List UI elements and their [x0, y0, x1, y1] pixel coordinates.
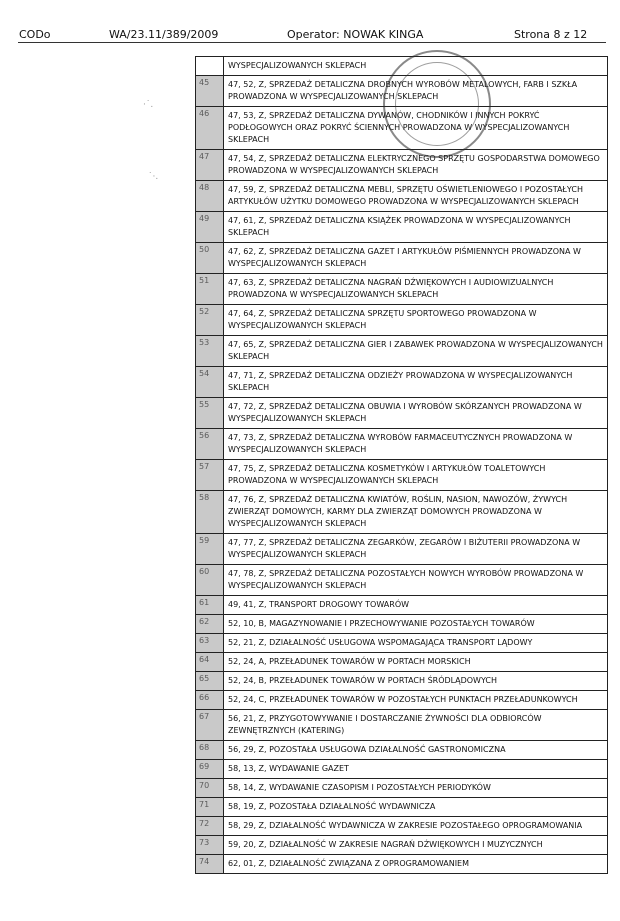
row-number: 55: [196, 398, 224, 428]
activity-description: 47, 65, Z, SPRZEDAŻ DETALICZNA GIER I ZABAWEK PROWADZONA W WYSPECJALIZOWANYCH SKLEPACH: [228, 340, 603, 361]
row-number: 51: [196, 274, 224, 304]
official-seal-stamp: [383, 50, 491, 158]
row-number: [196, 57, 224, 75]
row-number: 72: [196, 817, 224, 835]
operator-label: Operator: NOWAK KINGA: [287, 28, 424, 41]
activity-description: 49, 41, Z, TRANSPORT DROGOWY TOWARÓW: [228, 600, 410, 609]
table-row: [196, 855, 607, 874]
row-number: 70: [196, 779, 224, 797]
activity-description: 47, 59, Z, SPRZEDAŻ DETALICZNA MEBLI, SPRZĘTU OŚWIETLENIOWEGO I POZOSTAŁYCH ARTYKUŁÓW UŻYTKU DOMOWEGO PROWADZONA W WYSPECJALIZOWANYCH SKLEPACH: [228, 185, 583, 206]
activity-description: WYSPECJALIZOWANYCH SKLEPACH: [228, 61, 367, 70]
row-number: 57: [196, 460, 224, 490]
pkd-activity-table: [195, 56, 608, 874]
table-row: [196, 181, 607, 212]
row-number: 68: [196, 741, 224, 759]
activity-description: 47, 53, Z, SPRZEDAŻ DETALICZNA DYWANÓW, CHODNIKÓW I INNYCH POKRYĆ PODŁOGOWYCH ORAZ POKRYĆ ŚCIENNYCH PROWADZONA W WYSPECJALIZOWANYCH SKLEPACH: [228, 111, 570, 144]
activity-description: 56, 21, Z, PRZYGOTOWYWANIE I DOSTARCZANIE ŻYWNOŚCI DLA ODBIORCÓW ZEWNĘTRZNYCH (KATERING): [228, 714, 542, 735]
row-number: 49: [196, 212, 224, 242]
activity-description: 47, 54, Z, SPRZEDAŻ DETALICZNA ELEKTRYCZNEGO SPRZĘTU GOSPODARSTWA DOMOWEGO PROWADZONA W WYSPECJALIZOWANYCH SKLEPACH: [228, 154, 600, 175]
activity-description: 52, 24, C, PRZEŁADUNEK TOWARÓW W POZOSTAŁYCH PUNKTACH PRZEŁADUNKOWYCH: [228, 695, 578, 704]
row-number: 71: [196, 798, 224, 816]
activity-description: 58, 13, Z, WYDAWANIE GAZET: [228, 764, 349, 773]
table-row: [196, 150, 607, 181]
activity-description: 52, 24, B, PRZEŁADUNEK TOWARÓW W PORTACH ŚRÓDLĄDOWYCH: [228, 676, 498, 685]
row-number: 54: [196, 367, 224, 397]
table-row: [196, 760, 607, 779]
row-number: 59: [196, 534, 224, 564]
table-row: [196, 305, 607, 336]
table-row: [196, 596, 607, 615]
table-row: [196, 836, 607, 855]
activity-description: 47, 78, Z, SPRZEDAŻ DETALICZNA POZOSTAŁYCH NOWYCH WYROBÓW PROWADZONA W WYSPECJALIZOWANYCH SKLEPACH: [228, 569, 584, 590]
row-number: 47: [196, 150, 224, 180]
table-row: [196, 274, 607, 305]
activity-description: 56, 29, Z, POZOSTAŁA USŁUGOWA DZIAŁALNOŚĆ GASTRONOMICZNA: [228, 745, 506, 754]
row-number: 63: [196, 634, 224, 652]
header-left-label: CODo: [19, 28, 51, 41]
activity-description: 47, 73, Z, SPRZEDAŻ DETALICZNA WYROBÓW FARMACEUTYCZNYCH PROWADZONA W WYSPECJALIZOWANYCH SKLEPACH: [228, 433, 573, 454]
row-number: 74: [196, 855, 224, 873]
table-row: [196, 779, 607, 798]
row-number: 62: [196, 615, 224, 633]
row-number: 67: [196, 710, 224, 740]
activity-description: 47, 77, Z, SPRZEDAŻ DETALICZNA ZEGARKÓW, ZEGARÓW I BIŻUTERII PROWADZONA W WYSPECJALIZOWANYCH SKLEPACH: [228, 538, 581, 559]
activity-description: 47, 52, Z, SPRZEDAŻ DETALICZNA DROBNYCH WYROBÓW METALOWYCH, FARB I SZKŁA PROWADZONA W WYSPECJALIZOWANYCH SKLEPACH: [228, 80, 578, 101]
row-number: 73: [196, 836, 224, 854]
document-number: WA/23.11/389/2009: [109, 28, 219, 41]
activity-description: 47, 71, Z, SPRZEDAŻ DETALICZNA ODZIEŻY PROWADZONA W WYSPECJALIZOWANYCH SKLEPACH: [228, 371, 573, 392]
activity-description: 47, 64, Z, SPRZEDAŻ DETALICZNA SPRZĘTU SPORTOWEGO PROWADZONA W WYSPECJALIZOWANYCH SKLEPACH: [228, 309, 537, 330]
table-row: [196, 710, 607, 741]
activity-description: 62, 01, Z, DZIAŁALNOŚĆ ZWIĄZANA Z OPROGRAMOWANIEM: [228, 859, 470, 868]
row-number: 48: [196, 181, 224, 211]
activity-description: 47, 63, Z, SPRZEDAŻ DETALICZNA NAGRAŃ DŹWIĘKOWYCH I AUDIOWIZUALNYCH PROWADZONA W WYSPECJALIZOWANYCH SKLEPACH: [228, 278, 554, 299]
activity-description: 47, 62, Z, SPRZEDAŻ DETALICZNA GAZET I ARTYKUŁÓW PIŚMIENNYCH PROWADZONA W WYSPECJALIZOWANYCH SKLEPACH: [228, 247, 581, 268]
row-number: 46: [196, 107, 224, 149]
table-row: [196, 653, 607, 672]
row-number: 65: [196, 672, 224, 690]
table-row: [196, 491, 607, 534]
scan-mark: ˙·.: [148, 172, 159, 182]
row-number: 45: [196, 76, 224, 106]
table-row: [196, 534, 607, 565]
row-number: 61: [196, 596, 224, 614]
row-number: 58: [196, 491, 224, 533]
table-row: [196, 817, 607, 836]
table-row: [196, 565, 607, 596]
page-indicator: Strona 8 z 12: [514, 28, 588, 41]
activity-description: 52, 10, B, MAGAZYNOWANIE I PRZECHOWYWANIE POZOSTAŁYCH TOWARÓW: [228, 619, 535, 628]
header-divider: [18, 42, 606, 43]
table-row: [196, 741, 607, 760]
scan-mark: ·˙.: [143, 100, 154, 110]
activity-description: 52, 24, A, PRZEŁADUNEK TOWARÓW W PORTACH MORSKICH: [228, 657, 471, 666]
table-row: [196, 398, 607, 429]
table-row: [196, 798, 607, 817]
table-row: [196, 672, 607, 691]
table-row: [196, 460, 607, 491]
activity-description: 47, 61, Z, SPRZEDAŻ DETALICZNA KSIĄŻEK PROWADZONA W WYSPECJALIZOWANYCH SKLEPACH: [228, 216, 571, 237]
row-number: 52: [196, 305, 224, 335]
table-row: [196, 367, 607, 398]
activity-description: 58, 19, Z, POZOSTAŁA DZIAŁALNOŚĆ WYDAWNICZA: [228, 802, 436, 811]
table-row: [196, 615, 607, 634]
table-row: [196, 429, 607, 460]
activity-description: 47, 76, Z, SPRZEDAŻ DETALICZNA KWIATÓW, ROŚLIN, NASION, NAWOZÓW, ŻYWYCH ZWIERZĄT DOMOWYCH, KARMY DLA ZWIERZĄT DOMOWYCH PROWADZONA W WYSPECJALIZOWANYCH SKLEPACH: [228, 495, 568, 528]
row-number: 50: [196, 243, 224, 273]
row-number: 60: [196, 565, 224, 595]
row-number: 64: [196, 653, 224, 671]
row-number: 56: [196, 429, 224, 459]
table-row: [196, 691, 607, 710]
table-row: [196, 243, 607, 274]
activity-description: 47, 75, Z, SPRZEDAŻ DETALICZNA KOSMETYKÓW I ARTYKUŁÓW TOALETOWYCH PROWADZONA W WYSPECJALIZOWANYCH SKLEPACH: [228, 464, 546, 485]
activity-description: 52, 21, Z, DZIAŁALNOŚĆ USŁUGOWA WSPOMAGAJĄCA TRANSPORT LĄDOWY: [228, 638, 533, 647]
activity-description: 58, 14, Z, WYDAWANIE CZASOPISM I POZOSTAŁYCH PERIODYKÓW: [228, 783, 491, 792]
activity-description: 47, 72, Z, SPRZEDAŻ DETALICZNA OBUWIA I WYROBÓW SKÓRZANYCH PROWADZONA W WYSPECJALIZOWANYCH SKLEPACH: [228, 402, 582, 423]
row-number: 53: [196, 336, 224, 366]
row-number: 69: [196, 760, 224, 778]
table-row: [196, 634, 607, 653]
activity-description: 58, 29, Z, DZIAŁALNOŚĆ WYDAWNICZA W ZAKRESIE POZOSTAŁEGO OPROGRAMOWANIA: [228, 821, 583, 830]
table-row: [196, 336, 607, 367]
row-number: 66: [196, 691, 224, 709]
table-row: [196, 212, 607, 243]
activity-description: 59, 20, Z, DZIAŁALNOŚĆ W ZAKRESIE NAGRAŃ DŹWIĘKOWYCH I MUZYCZNYCH: [228, 840, 543, 849]
